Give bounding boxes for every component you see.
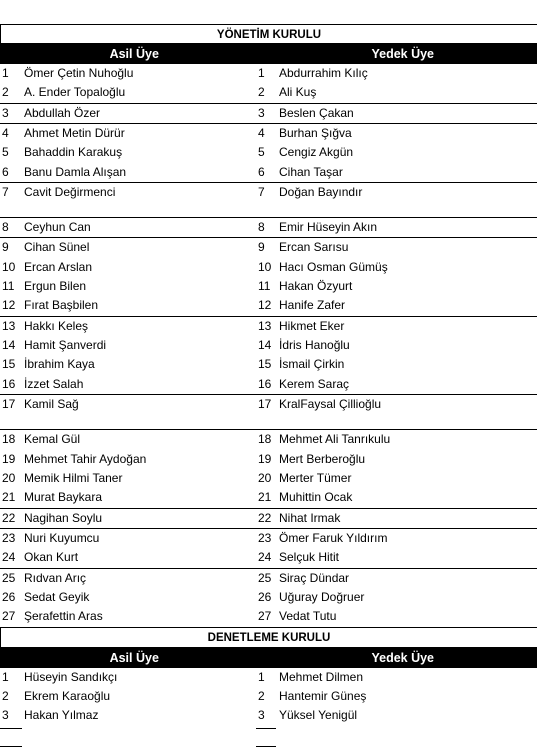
table-row <box>0 83 537 103</box>
yedek-member-name: İdris Hanoğlu <box>279 336 350 355</box>
table-row <box>0 529 537 548</box>
table-row <box>0 488 537 508</box>
asil-member-name: Banu Damla Alışan <box>24 163 126 182</box>
yedek-cell <box>255 238 537 257</box>
yedek-member-name: Selçuk Hitit <box>279 548 339 567</box>
yedek-number: 12 <box>255 296 279 315</box>
asil-number: 21 <box>0 488 24 507</box>
asil-cell <box>0 395 255 414</box>
footer-rules <box>0 726 537 748</box>
yedek-cell <box>255 258 537 277</box>
asil-member-name: Ekrem Karaoğlu <box>24 687 110 706</box>
asil-cell <box>0 277 255 296</box>
asil-member-name: Rıdvan Arıç <box>24 569 86 588</box>
asil-cell <box>0 588 255 607</box>
yedek-cell <box>255 336 537 355</box>
yedek-cell <box>255 488 537 507</box>
table-row <box>0 296 537 316</box>
asil-number: 16 <box>0 375 24 394</box>
table-row <box>0 143 537 162</box>
asil-number: 3 <box>0 104 24 123</box>
yedek-member-name: Mehmet Dilmen <box>279 668 363 687</box>
yedek-member-name: Mert Berberoğlu <box>279 450 365 469</box>
table-row <box>0 258 537 277</box>
yedek-cell <box>255 375 537 394</box>
yedek-cell <box>255 430 537 449</box>
yedek-number: 16 <box>255 375 279 394</box>
yedek-cell <box>255 469 537 488</box>
yonetim-kurulu-title: YÖNETİM KURULU <box>0 24 537 44</box>
yedek-member-name: Vedat Tutu <box>279 607 336 626</box>
asil-member-name: İzzet Salah <box>24 375 83 394</box>
asil-number: 22 <box>0 509 24 528</box>
yedek-cell <box>255 163 537 182</box>
yedek-cell <box>255 509 537 528</box>
yonetim-member-table <box>0 64 537 628</box>
yedek-cell <box>255 706 537 725</box>
asil-member-name: Bahaddin Karakuş <box>24 143 122 162</box>
asil-uye-header: Asil Üye <box>0 648 269 668</box>
asil-cell <box>0 355 255 374</box>
board-list-sheet <box>0 24 537 748</box>
yedek-cell <box>255 450 537 469</box>
asil-number: 11 <box>0 277 24 296</box>
yedek-member-name: Uğuray Doğruer <box>279 588 364 607</box>
asil-cell <box>0 430 255 449</box>
yedek-number: 15 <box>255 355 279 374</box>
asil-member-name: Hüseyin Sandıkçı <box>24 668 117 687</box>
asil-member-name: Ömer Çetin Nuhoğlu <box>24 64 133 83</box>
asil-cell <box>0 336 255 355</box>
asil-number: 12 <box>0 296 24 315</box>
asil-number: 2 <box>0 687 24 706</box>
yedek-number: 22 <box>255 509 279 528</box>
yedek-cell <box>255 64 537 83</box>
asil-member-name: Okan Kurt <box>24 548 78 567</box>
asil-cell <box>0 238 255 257</box>
table-row <box>0 430 537 449</box>
yedek-member-name: Hantemir Güneş <box>279 687 366 706</box>
yonetim-header-row <box>0 44 537 64</box>
yedek-number: 3 <box>255 706 279 725</box>
yedek-member-name: Ali Kuş <box>279 83 316 102</box>
denetleme-member-table <box>0 668 537 726</box>
footer-rule-right <box>256 728 276 729</box>
asil-member-name: Ercan Arslan <box>24 258 92 277</box>
yedek-member-name: Ömer Faruk Yıldırım <box>279 529 387 548</box>
yedek-member-name: İsmail Çirkin <box>279 355 344 374</box>
asil-member-name: Murat Baykara <box>24 488 102 507</box>
yedek-number: 14 <box>255 336 279 355</box>
table-row <box>0 218 537 238</box>
asil-number: 9 <box>0 238 24 257</box>
asil-number: 25 <box>0 569 24 588</box>
asil-number: 23 <box>0 529 24 548</box>
asil-number: 27 <box>0 607 24 626</box>
yedek-member-name: Hanife Zafer <box>279 296 345 315</box>
asil-cell <box>0 548 255 567</box>
yedek-member-name: Doğan Bayındır <box>279 183 362 202</box>
yedek-number: 1 <box>255 64 279 83</box>
asil-cell <box>0 375 255 394</box>
yedek-member-name: Beslen Çakan <box>279 104 354 123</box>
yedek-cell <box>255 183 537 202</box>
asil-member-name: İbrahim Kaya <box>24 355 95 374</box>
asil-member-name: Hakan Yılmaz <box>24 706 98 725</box>
asil-number: 5 <box>0 143 24 162</box>
asil-member-name: Fırat Başbilen <box>24 296 98 315</box>
yedek-member-name: Mehmet Ali Tanrıkulu <box>279 430 390 449</box>
yedek-cell <box>255 124 537 143</box>
asil-number: 10 <box>0 258 24 277</box>
asil-cell <box>0 450 255 469</box>
denetleme-header-row <box>0 648 537 668</box>
asil-cell <box>0 124 255 143</box>
yedek-number: 7 <box>255 183 279 202</box>
footer-rule-right-2 <box>256 746 276 747</box>
yedek-cell <box>255 296 537 315</box>
asil-cell <box>0 317 255 336</box>
asil-number: 24 <box>0 548 24 567</box>
table-row <box>0 706 537 725</box>
yedek-number: 13 <box>255 317 279 336</box>
asil-member-name: Sedat Geyik <box>24 588 89 607</box>
asil-number: 6 <box>0 163 24 182</box>
yedek-member-name: Hikmet Eker <box>279 317 344 336</box>
yedek-cell <box>255 569 537 588</box>
yedek-number: 3 <box>255 104 279 123</box>
asil-cell <box>0 64 255 83</box>
asil-member-name: Mehmet Tahir Aydoğan <box>24 450 146 469</box>
yedek-number: 19 <box>255 450 279 469</box>
asil-cell <box>0 83 255 102</box>
yedek-member-name: Nihat Irmak <box>279 509 340 528</box>
asil-member-name: Hamit Şanverdi <box>24 336 106 355</box>
asil-number: 1 <box>0 668 24 687</box>
table-row <box>0 607 537 627</box>
table-row <box>0 687 537 706</box>
table-row <box>0 395 537 430</box>
table-row <box>0 277 537 296</box>
asil-member-name: A. Ender Topaloğlu <box>24 83 125 102</box>
yedek-cell <box>255 687 537 706</box>
yedek-number: 4 <box>255 124 279 143</box>
asil-member-name: Hakkı Keleş <box>24 317 88 336</box>
asil-member-name: Ceyhun Can <box>24 218 91 237</box>
yedek-member-name: Yüksel Yenigül <box>279 706 357 725</box>
yedek-number: 27 <box>255 607 279 626</box>
asil-cell <box>0 706 255 725</box>
asil-number: 3 <box>0 706 24 725</box>
yedek-number: 20 <box>255 469 279 488</box>
yedek-cell <box>255 83 537 102</box>
asil-cell <box>0 569 255 588</box>
table-row <box>0 588 537 607</box>
yedek-number: 17 <box>255 395 279 414</box>
table-row <box>0 336 537 355</box>
yedek-number: 1 <box>255 668 279 687</box>
yedek-number: 2 <box>255 83 279 102</box>
asil-member-name: Nuri Kuyumcu <box>24 529 99 548</box>
table-row <box>0 375 537 395</box>
yedek-number: 8 <box>255 218 279 237</box>
table-row <box>0 183 537 218</box>
asil-member-name: Kamil Sağ <box>24 395 79 414</box>
asil-number: 19 <box>0 450 24 469</box>
asil-cell <box>0 488 255 507</box>
yedek-member-name: Muhittin Ocak <box>279 488 352 507</box>
asil-number: 20 <box>0 469 24 488</box>
yedek-number: 2 <box>255 687 279 706</box>
asil-cell <box>0 258 255 277</box>
asil-cell <box>0 163 255 182</box>
asil-member-name: Cavit Değirmenci <box>24 183 115 202</box>
yedek-number: 11 <box>255 277 279 296</box>
asil-member-name: Kemal Gül <box>24 430 80 449</box>
yedek-member-name: Hakan Özyurt <box>279 277 352 296</box>
yedek-number: 21 <box>255 488 279 507</box>
asil-number: 8 <box>0 218 24 237</box>
yedek-member-name: Merter Tümer <box>279 469 351 488</box>
footer-rule-left <box>0 728 22 729</box>
table-row <box>0 355 537 374</box>
yedek-cell <box>255 607 537 626</box>
yedek-member-name: Cihan Taşar <box>279 163 343 182</box>
asil-cell <box>0 296 255 315</box>
asil-number: 1 <box>0 64 24 83</box>
yedek-cell <box>255 668 537 687</box>
table-row <box>0 450 537 469</box>
yedek-member-name: Kerem Saraç <box>279 375 349 394</box>
yedek-cell <box>255 104 537 123</box>
yedek-member-name: Ercan Sarısu <box>279 238 348 257</box>
yedek-number: 5 <box>255 143 279 162</box>
asil-number: 2 <box>0 83 24 102</box>
yedek-number: 26 <box>255 588 279 607</box>
yedek-number: 10 <box>255 258 279 277</box>
yedek-number: 23 <box>255 529 279 548</box>
yedek-cell <box>255 277 537 296</box>
denetleme-kurulu-title: DENETLEME KURULU <box>0 628 537 648</box>
yedek-number: 18 <box>255 430 279 449</box>
table-row <box>0 548 537 568</box>
yedek-number: 24 <box>255 548 279 567</box>
asil-cell <box>0 529 255 548</box>
asil-member-name: Ahmet Metin Dürür <box>24 124 125 143</box>
yedek-number: 6 <box>255 163 279 182</box>
asil-member-name: Ergun Bilen <box>24 277 86 296</box>
asil-number: 18 <box>0 430 24 449</box>
table-row <box>0 104 537 124</box>
yedek-cell <box>255 588 537 607</box>
yedek-member-name: Burhan Şığva <box>279 124 352 143</box>
asil-cell <box>0 668 255 687</box>
yedek-cell <box>255 529 537 548</box>
table-row <box>0 668 537 687</box>
asil-member-name: Abdullah Özer <box>24 104 100 123</box>
yedek-cell <box>255 218 537 237</box>
table-row <box>0 509 537 529</box>
asil-member-name: Memik Hilmi Taner <box>24 469 122 488</box>
asil-number: 14 <box>0 336 24 355</box>
yedek-cell <box>255 355 537 374</box>
asil-cell <box>0 607 255 626</box>
table-row <box>0 64 537 83</box>
asil-number: 13 <box>0 317 24 336</box>
table-row <box>0 163 537 183</box>
yedek-member-name: Hacı Osman Gümüş <box>279 258 388 277</box>
asil-member-name: Şerafettin Aras <box>24 607 103 626</box>
asil-cell <box>0 687 255 706</box>
asil-cell <box>0 143 255 162</box>
asil-cell <box>0 469 255 488</box>
table-row <box>0 238 537 257</box>
yedek-member-name: Siraç Dündar <box>279 569 349 588</box>
asil-cell <box>0 509 255 528</box>
asil-number: 7 <box>0 183 24 202</box>
asil-member-name: Nagihan Soylu <box>24 509 102 528</box>
table-row <box>0 469 537 488</box>
asil-number: 26 <box>0 588 24 607</box>
table-row <box>0 124 537 143</box>
asil-number: 4 <box>0 124 24 143</box>
yedek-uye-header: Yedek Üye <box>269 44 537 64</box>
asil-number: 15 <box>0 355 24 374</box>
asil-uye-header: Asil Üye <box>0 44 269 64</box>
yedek-number: 9 <box>255 238 279 257</box>
yedek-cell <box>255 317 537 336</box>
yedek-member-name: Abdurrahim Kılıç <box>279 64 368 83</box>
yedek-member-name: KralFaysal Çillioğlu <box>279 395 381 414</box>
asil-cell <box>0 183 255 202</box>
yedek-member-name: Cengiz Akgün <box>279 143 353 162</box>
yedek-cell <box>255 548 537 567</box>
table-row <box>0 317 537 336</box>
asil-member-name: Cihan Sünel <box>24 238 89 257</box>
yedek-member-name: Emir Hüseyin Akın <box>279 218 377 237</box>
asil-number: 17 <box>0 395 24 414</box>
asil-cell <box>0 104 255 123</box>
yedek-uye-header: Yedek Üye <box>269 648 537 668</box>
table-row <box>0 569 537 588</box>
yedek-number: 25 <box>255 569 279 588</box>
yedek-cell <box>255 395 537 414</box>
yedek-cell <box>255 143 537 162</box>
footer-rule-left-2 <box>0 746 22 747</box>
asil-cell <box>0 218 255 237</box>
